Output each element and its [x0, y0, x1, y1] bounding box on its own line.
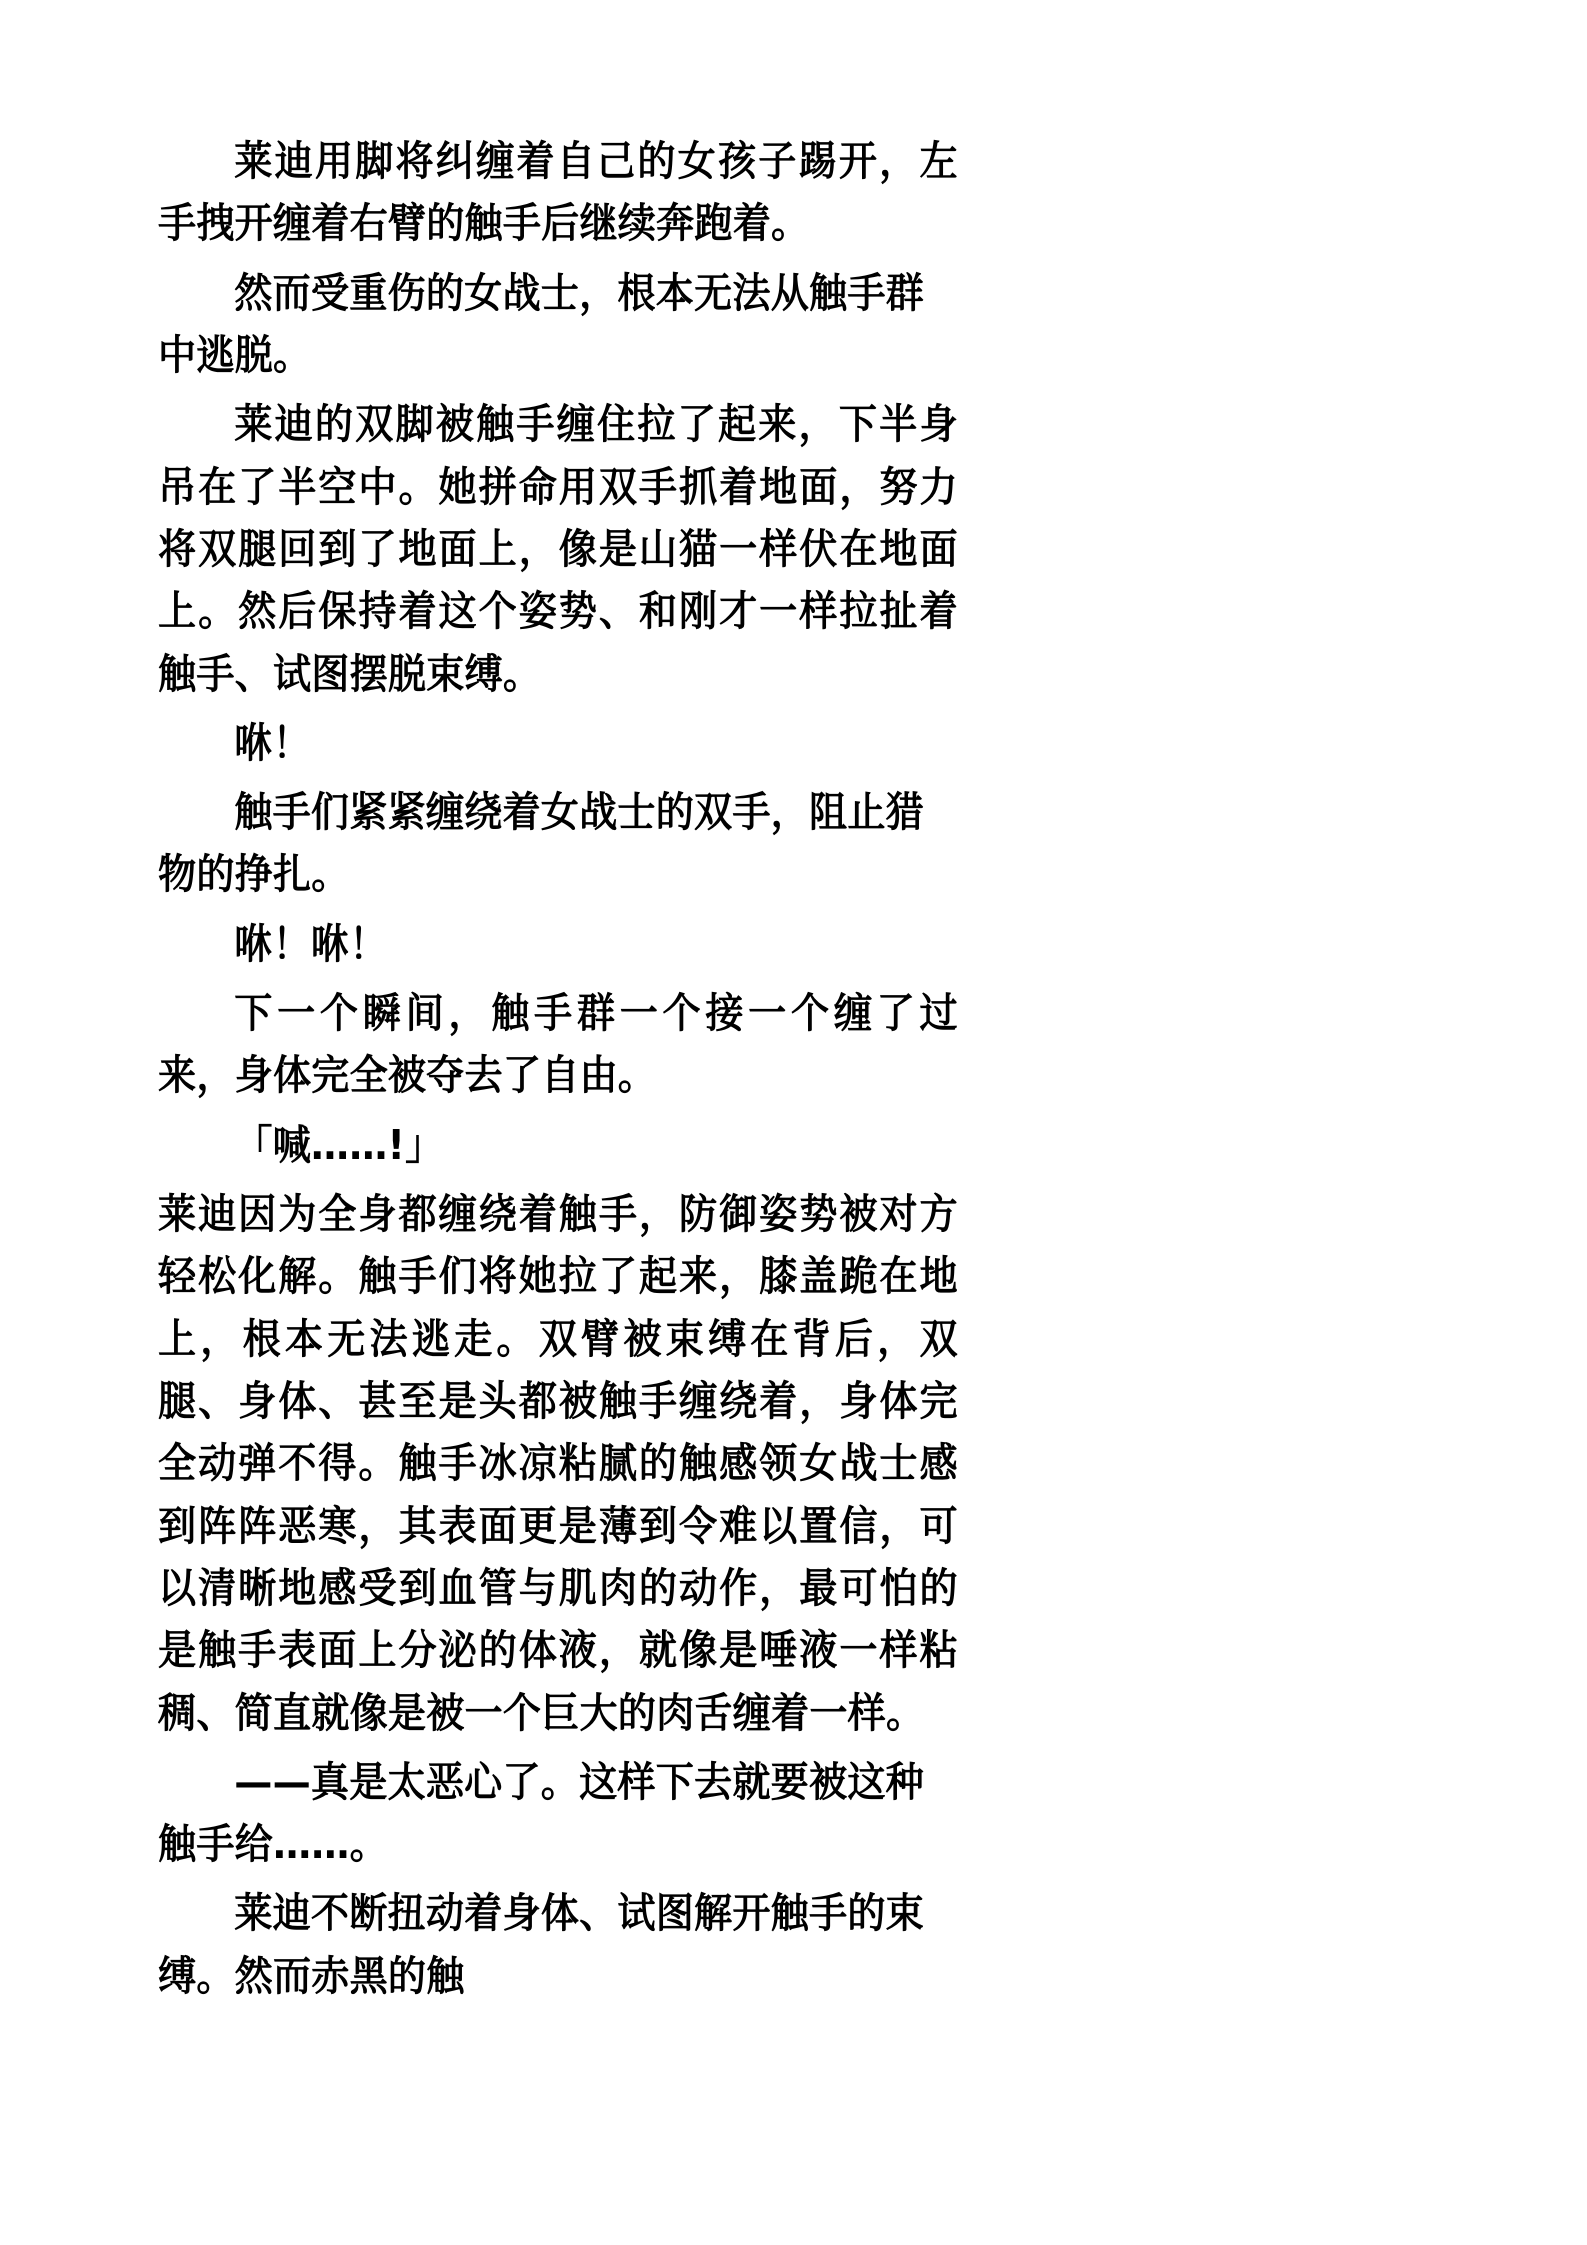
paragraph: 然而受重伤的女战士，根本无法从触手群中逃脱。: [158, 268, 924, 379]
paragraph: 莱迪的双脚被触手缠住拉了起来，下半身吊在了半空中。她拼命用双手抓着地面，努力将双腿回到了地面上，像是山猫一样伏在地面上。然后保持着这个姿势、和刚才一样拉扯着触手、试图摆脱束缚。: [158, 400, 958, 698]
dialogue-line: 「喊……!」: [234, 1120, 444, 1169]
paragraph: 触手们紧紧缠绕着女战士的双手，阻止猎物的挣扎。: [158, 788, 924, 899]
paragraph: 莱迪因为全身都缠绕着触手，防御姿势被对方轻松化解。触手们将她拉了起来，膝盖跪在地上，根本无法逃走。双臂被束缚在背后，双腿、身体、甚至是头都被触手缠绕着，身体完全动弹不得。触手冰凉粘腻的触感领女战士感到阵阵恶寒，其表面更是薄到令难以置信，可以清晰地感受到血管与肌肉的动作，最可怕的是触手表面上分泌的体液，就像是唾液一样粘稠、简直就像是被一个巨大的肉舌缠着一样。: [158, 1190, 958, 1737]
paragraph: 莱迪用脚将纠缠着自己的女孩子踢开，左手拽开缠着右臂的触手后继续奔跑着。: [158, 137, 958, 248]
monologue-line: ——真是太恶心了。这样下去就要被这种触手给……。: [158, 1757, 924, 1869]
paragraph: 咻！咻！: [234, 919, 388, 968]
paragraph: 莱迪不断扭动着身体、试图解开触手的束缚。然而赤黑的触: [158, 1889, 924, 2000]
paragraph: 咻！: [234, 718, 311, 767]
paragraph: 下一个瞬间，触手群一个接一个缠了过来，身体完全被夺去了自由。: [158, 989, 958, 1100]
text-column: [158, 130, 958, 2014]
